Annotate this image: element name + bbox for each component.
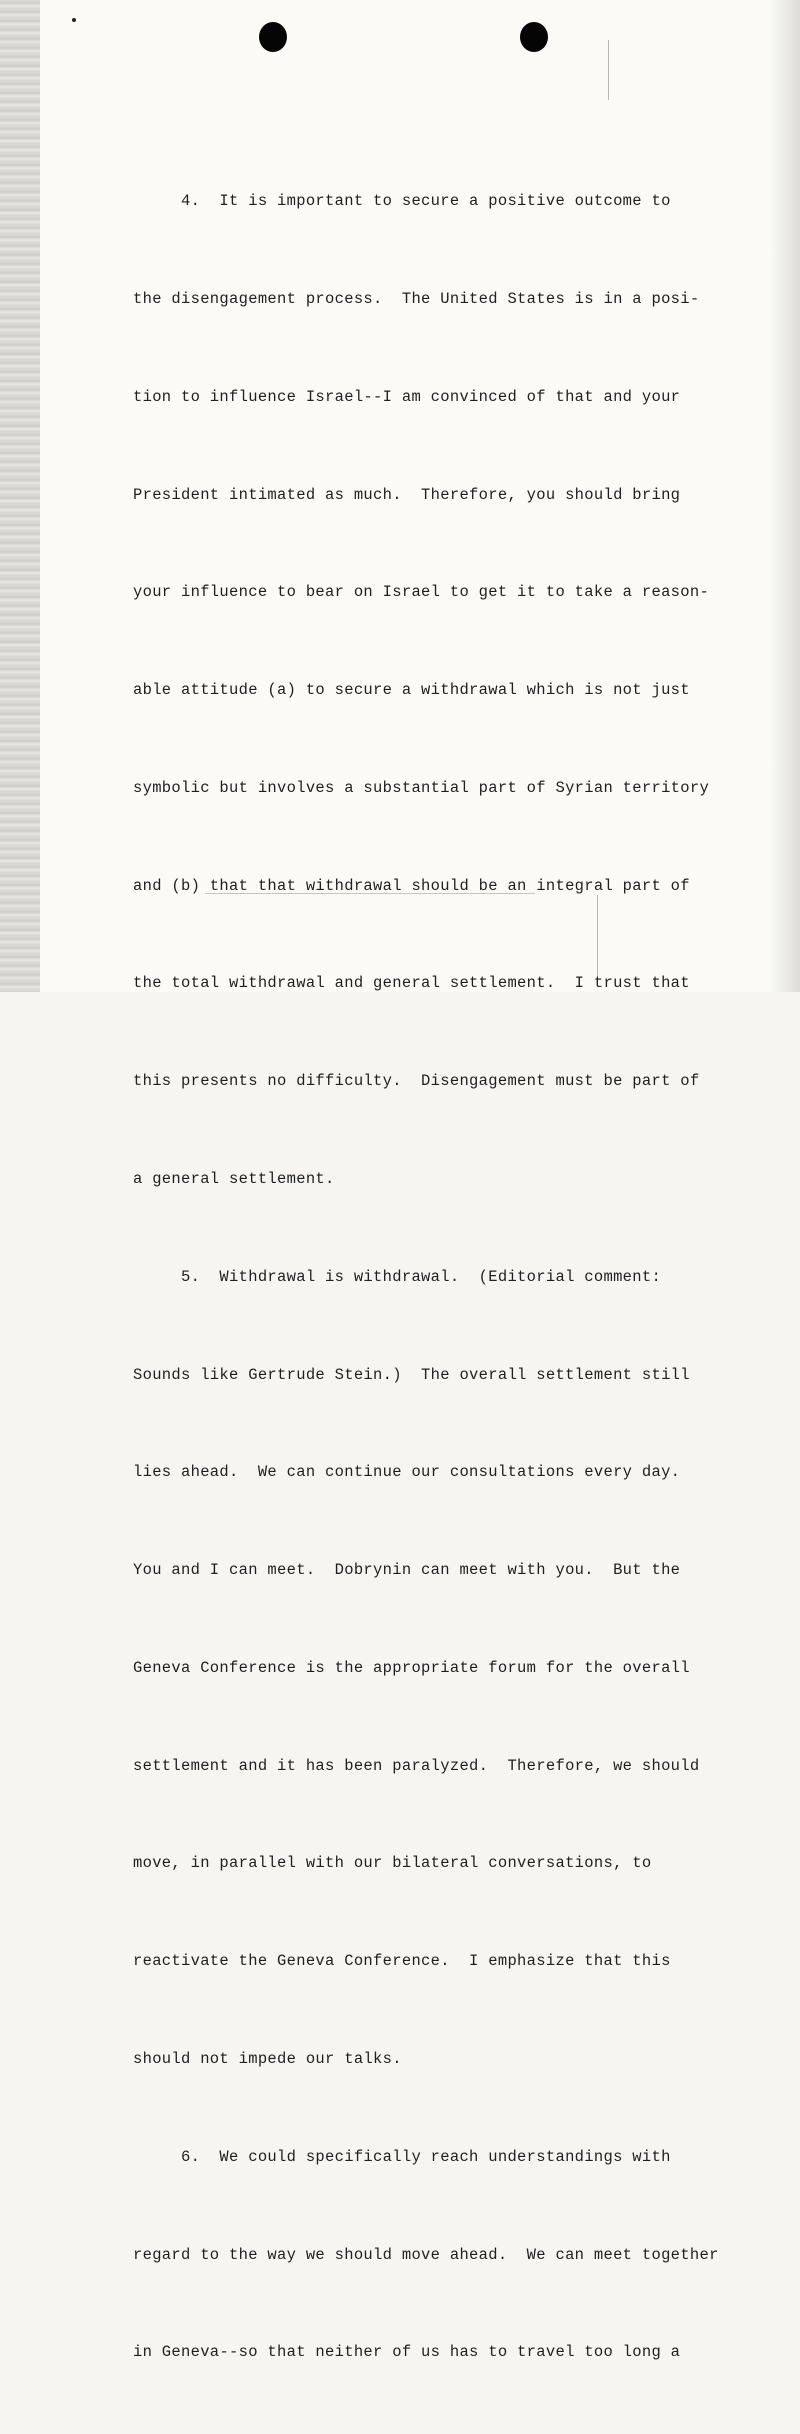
memo-line: 6. We could specifically reach understandings with [133, 2147, 671, 2166]
memo-line: reactivate the Geneva Conference. I emphasize that this [133, 1952, 671, 1971]
memo-line: Sounds like Gertrude Stein.) The overall settlement still [133, 1365, 690, 1384]
scan-left-edge-shadow [0, 0, 40, 992]
memo-line: a general settlement. [133, 1170, 335, 1188]
scan-right-edge-shadow [770, 0, 800, 992]
memo-line: settlement and it has been paralyzed. Therefore, we should [133, 1756, 700, 1775]
memo-line: You and I can meet. Dobrynin can meet with you. But the [133, 1561, 681, 1580]
memo-line: should not impede our talks. [133, 2050, 402, 2069]
memo-line: regard to the way we should move ahead. We can meet together [133, 2245, 719, 2264]
memo-line: this presents no difficulty. Disengagement must be part of [133, 1072, 700, 1091]
memo-body [133, 120, 733, 2434]
memo-line: in Geneva--so that neither of us has to travel too long a [133, 2343, 681, 2362]
punch-hole-right [520, 22, 548, 52]
memo-line: move, in parallel with our bilateral conversations, to [133, 1854, 652, 1873]
memo-line: the total withdrawal and general settlement. I trust that [133, 974, 690, 993]
memo-line: your influence to bear on Israel to get it to take a reason- [133, 583, 710, 602]
ink-speck [72, 18, 76, 22]
memo-line: symbolic but involves a substantial part of Syrian territory [133, 778, 710, 797]
memo-line: lies ahead. We can continue our consultations every day. [133, 1463, 681, 1482]
memo-line: Geneva Conference is the appropriate forum for the overall [133, 1658, 690, 1677]
memo-line: tion to influence Israel--I am convinced of that and your [133, 387, 681, 406]
memo-line: able attitude (a) to secure a withdrawal which is not just [133, 681, 690, 700]
punch-hole-left [259, 22, 287, 52]
memo-line: 4. It is important to secure a positive outcome to [133, 192, 671, 211]
memo-line: President intimated as much. Therefore, you should bring [133, 485, 681, 504]
fold-mark-top [608, 40, 609, 100]
memo-line: 5. Withdrawal is withdrawal. (Editorial comment: [133, 1267, 662, 1286]
memo-line: and (b) that that withdrawal should be an integral part of [133, 876, 690, 895]
memo-line: the disengagement process. The United States is in a posi- [133, 289, 700, 308]
